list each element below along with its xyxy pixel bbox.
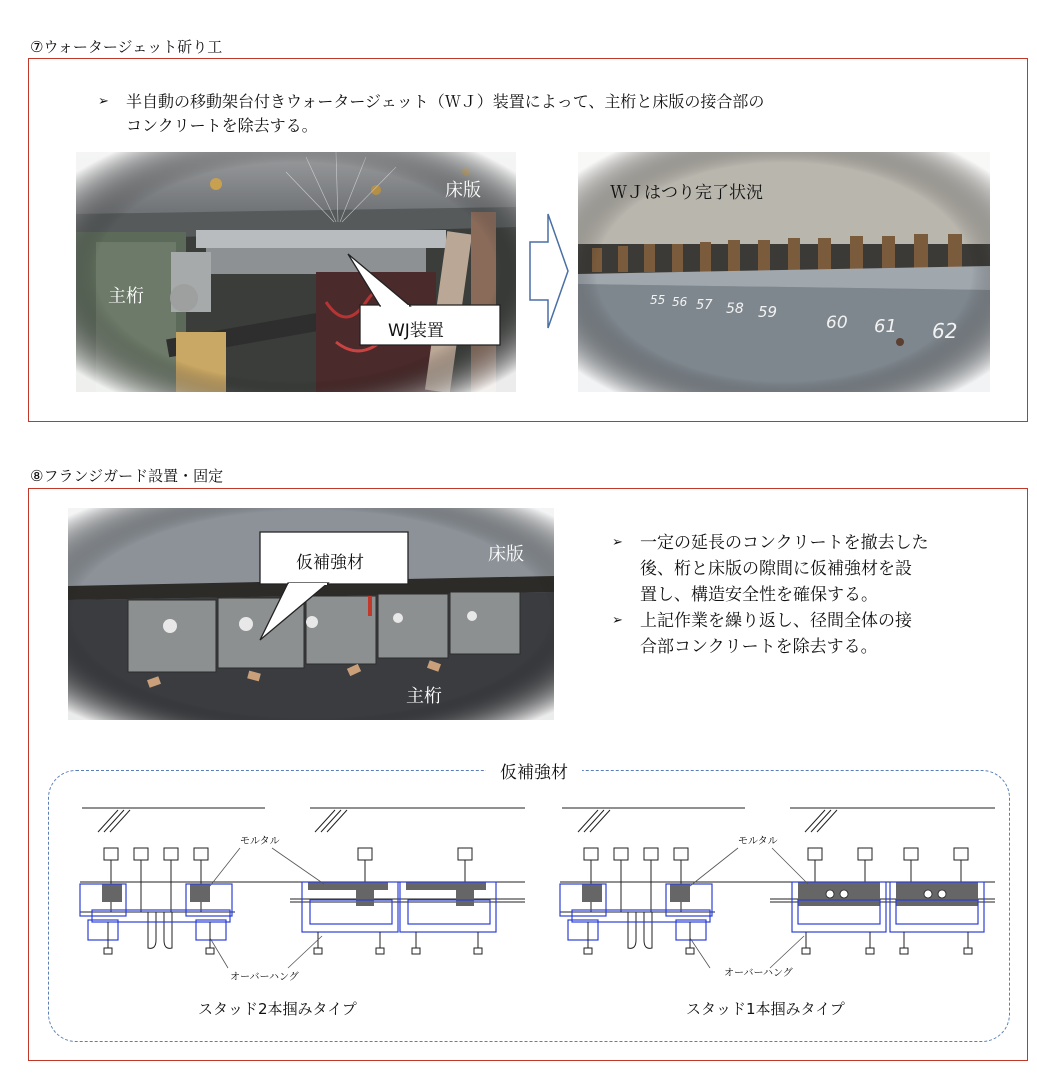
overhang-label: オーバーハング: [724, 968, 793, 979]
girder-number-marks: [640, 288, 980, 348]
girder-mark: 58: [726, 301, 744, 317]
label-slab-s8: 床版: [488, 544, 524, 565]
bullet-line-1: 半自動の移動架台付きウォータージェット（ＷＪ）装置によって、主桁と床版の接合部の: [126, 92, 765, 111]
diagram-one-stud-type: [540, 800, 1000, 985]
bullet-2-line-2: 合部コンクリートを除去する。: [640, 637, 878, 657]
section-7-bullet: [98, 90, 978, 114]
label-girder-left: 主桁: [108, 286, 144, 307]
overhang-label: オーバーハング: [230, 972, 299, 983]
wj-callout-text: WJ装置: [388, 321, 444, 341]
label-slab-left: 床版: [445, 180, 481, 201]
girder-mark: 55: [650, 293, 666, 307]
bullet-2-line-1: 上記作業を繰り返し、径間全体の接: [640, 611, 912, 631]
label-girder-s8: 主桁: [406, 686, 442, 707]
section-8-bullet-2: [612, 608, 992, 660]
girder-mark: 56: [672, 295, 688, 309]
label-wj-complete: ＷＪはつり完了状況: [610, 183, 763, 203]
girder-mark: 60: [826, 313, 848, 333]
reinforcement-callout-text: 仮補強材: [296, 553, 364, 573]
caption-two-stud: スタッド2本掴みタイプ: [198, 1000, 357, 1018]
bullet-marker-icon: ➢: [612, 613, 623, 628]
bullet-1-line-1: 一定の延長のコンクリートを撤去した: [640, 533, 929, 553]
mortar-label: モルタル: [240, 836, 280, 847]
caption-one-stud: スタッド1本掴みタイプ: [686, 1000, 845, 1018]
bullet-1-line-3: 置し、構造安全性を確保する。: [640, 585, 878, 605]
section-7-bullet-cont: [98, 114, 978, 138]
girder-mark: 61: [874, 316, 897, 337]
diagram-title: 仮補強材: [486, 758, 582, 783]
girder-mark: 59: [758, 303, 778, 321]
reinforcement-callout-shape: [248, 528, 418, 648]
girder-mark: 62: [932, 319, 958, 343]
bullet-1-line-2: 後、桁と床版の隙間に仮補強材を設: [640, 559, 912, 579]
girder-mark: 57: [696, 298, 713, 313]
section-8-bullet-1: [612, 530, 992, 608]
mortar-label: モルタル: [738, 836, 778, 847]
section-8-title: ⑧フランジガード設置・固定: [30, 467, 224, 485]
section-7-title: ⑦ウォータージェット斫り工: [30, 38, 223, 56]
bullet-marker-icon: ➢: [612, 535, 623, 550]
bullet-marker-icon: ➢: [98, 94, 109, 109]
bullet-line-2: コンクリートを除去する。: [126, 116, 318, 135]
right-arrow-icon: [528, 212, 570, 330]
diagram-two-stud-type: [60, 800, 530, 985]
